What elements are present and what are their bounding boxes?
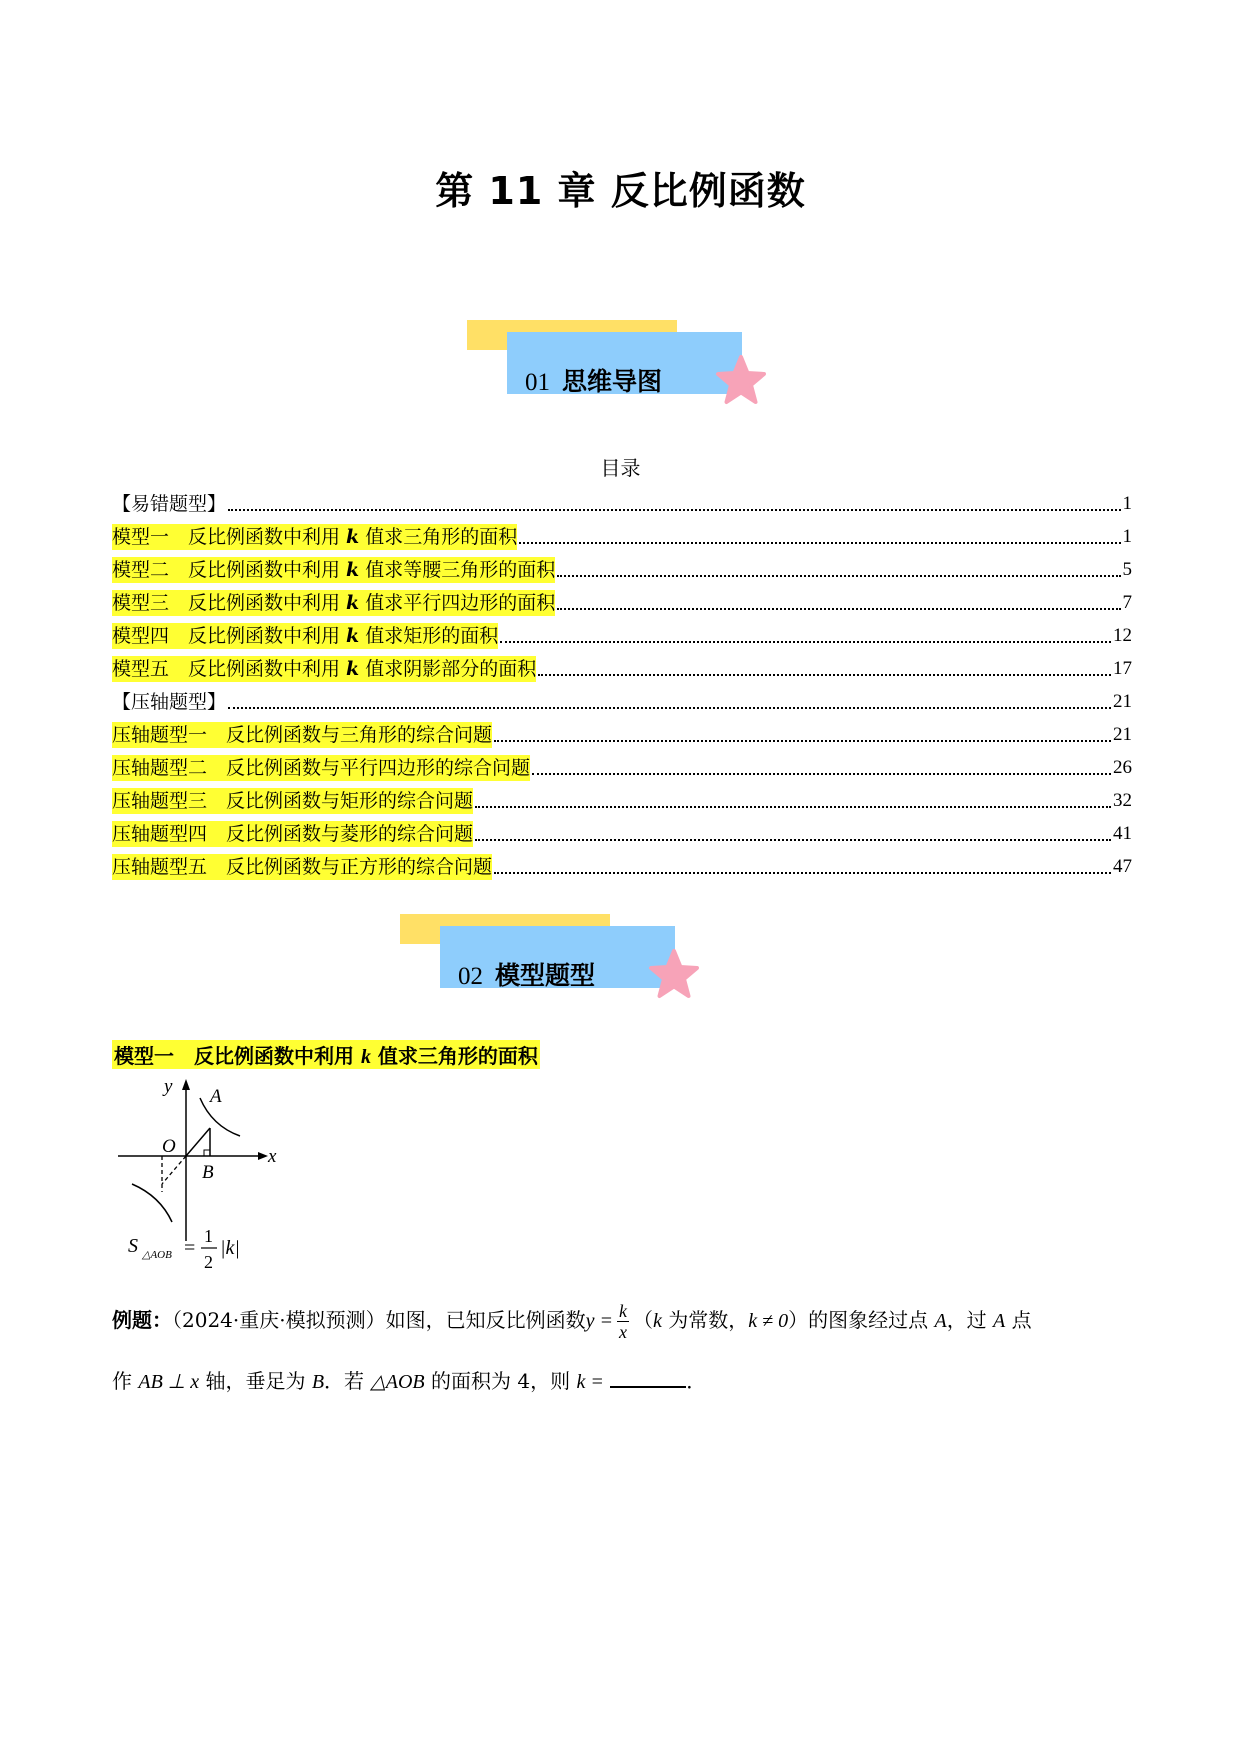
star-icon [715, 354, 767, 406]
toc-entry-text: 模型四 反比例函数中利用 k 值求矩形的面积 [112, 625, 499, 647]
toc-entry-text: 模型一 反比例函数中利用 k 值求三角形的面积 [112, 526, 518, 548]
toc-page-number: 32 [1113, 790, 1132, 811]
dashed-segment [162, 1156, 186, 1184]
x-axis-arrow [258, 1152, 268, 1160]
toc-page-number: 17 [1113, 658, 1132, 679]
hyperbola-figure [118, 1076, 308, 1276]
toc-heading: 目录 [600, 456, 641, 480]
toc-leader-dots [475, 805, 1111, 808]
toc-leader-dots [532, 772, 1111, 775]
right-angle-mark [204, 1150, 210, 1156]
formula-abs-k: |k| [220, 1237, 240, 1259]
toc-page-number: 7 [1122, 592, 1132, 613]
toc-leader-dots [228, 706, 1111, 709]
fraction-k-over-x: $\frac{k}{x}$ [619, 1301, 627, 1342]
toc-entry-text: 【易错题型】 [112, 493, 227, 515]
toc-row[interactable] [112, 517, 1132, 550]
y-label: y [164, 1076, 173, 1097]
banner-number: 02 [458, 963, 483, 990]
banner-number: 01 [525, 369, 550, 396]
toc-leader-dots [494, 871, 1111, 874]
section-heading: 模型一 反比例函数中利用 k 值求三角形的面积 [112, 1040, 540, 1069]
toc-row[interactable] [112, 583, 1132, 616]
toc-row[interactable] [112, 748, 1132, 781]
toc-page-number: 1 [1122, 493, 1132, 514]
toc-leader-dots [475, 838, 1111, 841]
banner-label [458, 956, 595, 992]
star-icon [648, 948, 700, 1000]
page-title: 第 11 章 反比例函数 [435, 169, 806, 213]
toc-page-number: 1 [1122, 526, 1132, 547]
toc-leader-dots [494, 739, 1111, 742]
toc-page-number: 21 [1113, 724, 1132, 745]
toc-leader-dots [228, 508, 1120, 511]
toc-page-number: 47 [1113, 856, 1132, 877]
hyperbola-branch-q3 [132, 1184, 172, 1222]
toc-page-number: 21 [1113, 691, 1132, 712]
toc-page-number: 41 [1113, 823, 1132, 844]
section-banner-models [400, 914, 700, 1024]
answer-blank[interactable] [610, 1366, 686, 1388]
segment-OA [186, 1128, 210, 1156]
toc-row[interactable] [112, 781, 1132, 814]
toc-entry-text: 模型三 反比例函数中利用 k 值求平行四边形的面积 [112, 592, 556, 614]
toc-entry-text: 压轴题型一 反比例函数与三角形的综合问题 [112, 724, 493, 746]
example-problem [112, 1290, 1132, 1412]
toc-entry-text: 压轴题型三 反比例函数与矩形的综合问题 [112, 790, 474, 812]
toc-entry-text: 压轴题型四 反比例函数与菱形的综合问题 [112, 823, 474, 845]
y-axis-arrow [182, 1079, 190, 1090]
formula-subscript: △AOB [142, 1249, 172, 1261]
example-line-2: 作 AB ⊥ x 轴，垂足为 B．若 △AOB 的面积为 4，则 k = ． [112, 1351, 1132, 1412]
toc-entry-text: 模型五 反比例函数中利用 k 值求阴影部分的面积 [112, 658, 537, 680]
toc-entry-text: 压轴题型二 反比例函数与平行四边形的综合问题 [112, 757, 531, 779]
formula-equals: = [184, 1237, 196, 1259]
example-line-1: 例题：（2024·重庆·模拟预测）如图，已知反比例函数y = $\frac{k}{x}$ （k 为常数，k ≠ 0）的图象经过点 A，过 A 点 [112, 1301, 1032, 1342]
toc-row[interactable] [112, 814, 1132, 847]
toc-leader-dots [557, 574, 1120, 577]
x-label: x [268, 1146, 277, 1167]
formula-numerator: 1 [204, 1226, 213, 1246]
point-B-label: B [202, 1162, 214, 1183]
formula-denominator: 2 [204, 1252, 213, 1272]
toc-page-number: 12 [1113, 625, 1132, 646]
toc-entry-text: 压轴题型五 反比例函数与正方形的综合问题 [112, 856, 493, 878]
section-banner-mindmap [467, 320, 767, 430]
toc-entry-text: 【压轴题型】 [112, 691, 227, 713]
toc-entry-text: 模型二 反比例函数中利用 k 值求等腰三角形的面积 [112, 559, 556, 581]
toc-row[interactable] [112, 649, 1132, 682]
point-A-label: A [210, 1086, 222, 1107]
toc-leader-dots [557, 607, 1120, 610]
banner-label [525, 362, 662, 398]
toc-row[interactable] [112, 550, 1132, 583]
toc-row[interactable] [112, 847, 1132, 880]
toc-row[interactable] [112, 616, 1132, 649]
table-of-contents [112, 484, 1132, 880]
banner-text: 模型题型 [495, 961, 596, 990]
banner-text: 思维导图 [562, 367, 663, 396]
point-O-label: O [162, 1136, 176, 1157]
toc-row[interactable] [112, 484, 1132, 517]
toc-page-number: 26 [1113, 757, 1132, 778]
toc-row[interactable] [112, 715, 1132, 748]
toc-page-number: 5 [1122, 559, 1132, 580]
formula-s: S [128, 1235, 138, 1257]
toc-leader-dots [500, 640, 1111, 643]
toc-leader-dots [538, 673, 1111, 676]
toc-leader-dots [519, 541, 1120, 544]
toc-row[interactable] [112, 682, 1132, 715]
